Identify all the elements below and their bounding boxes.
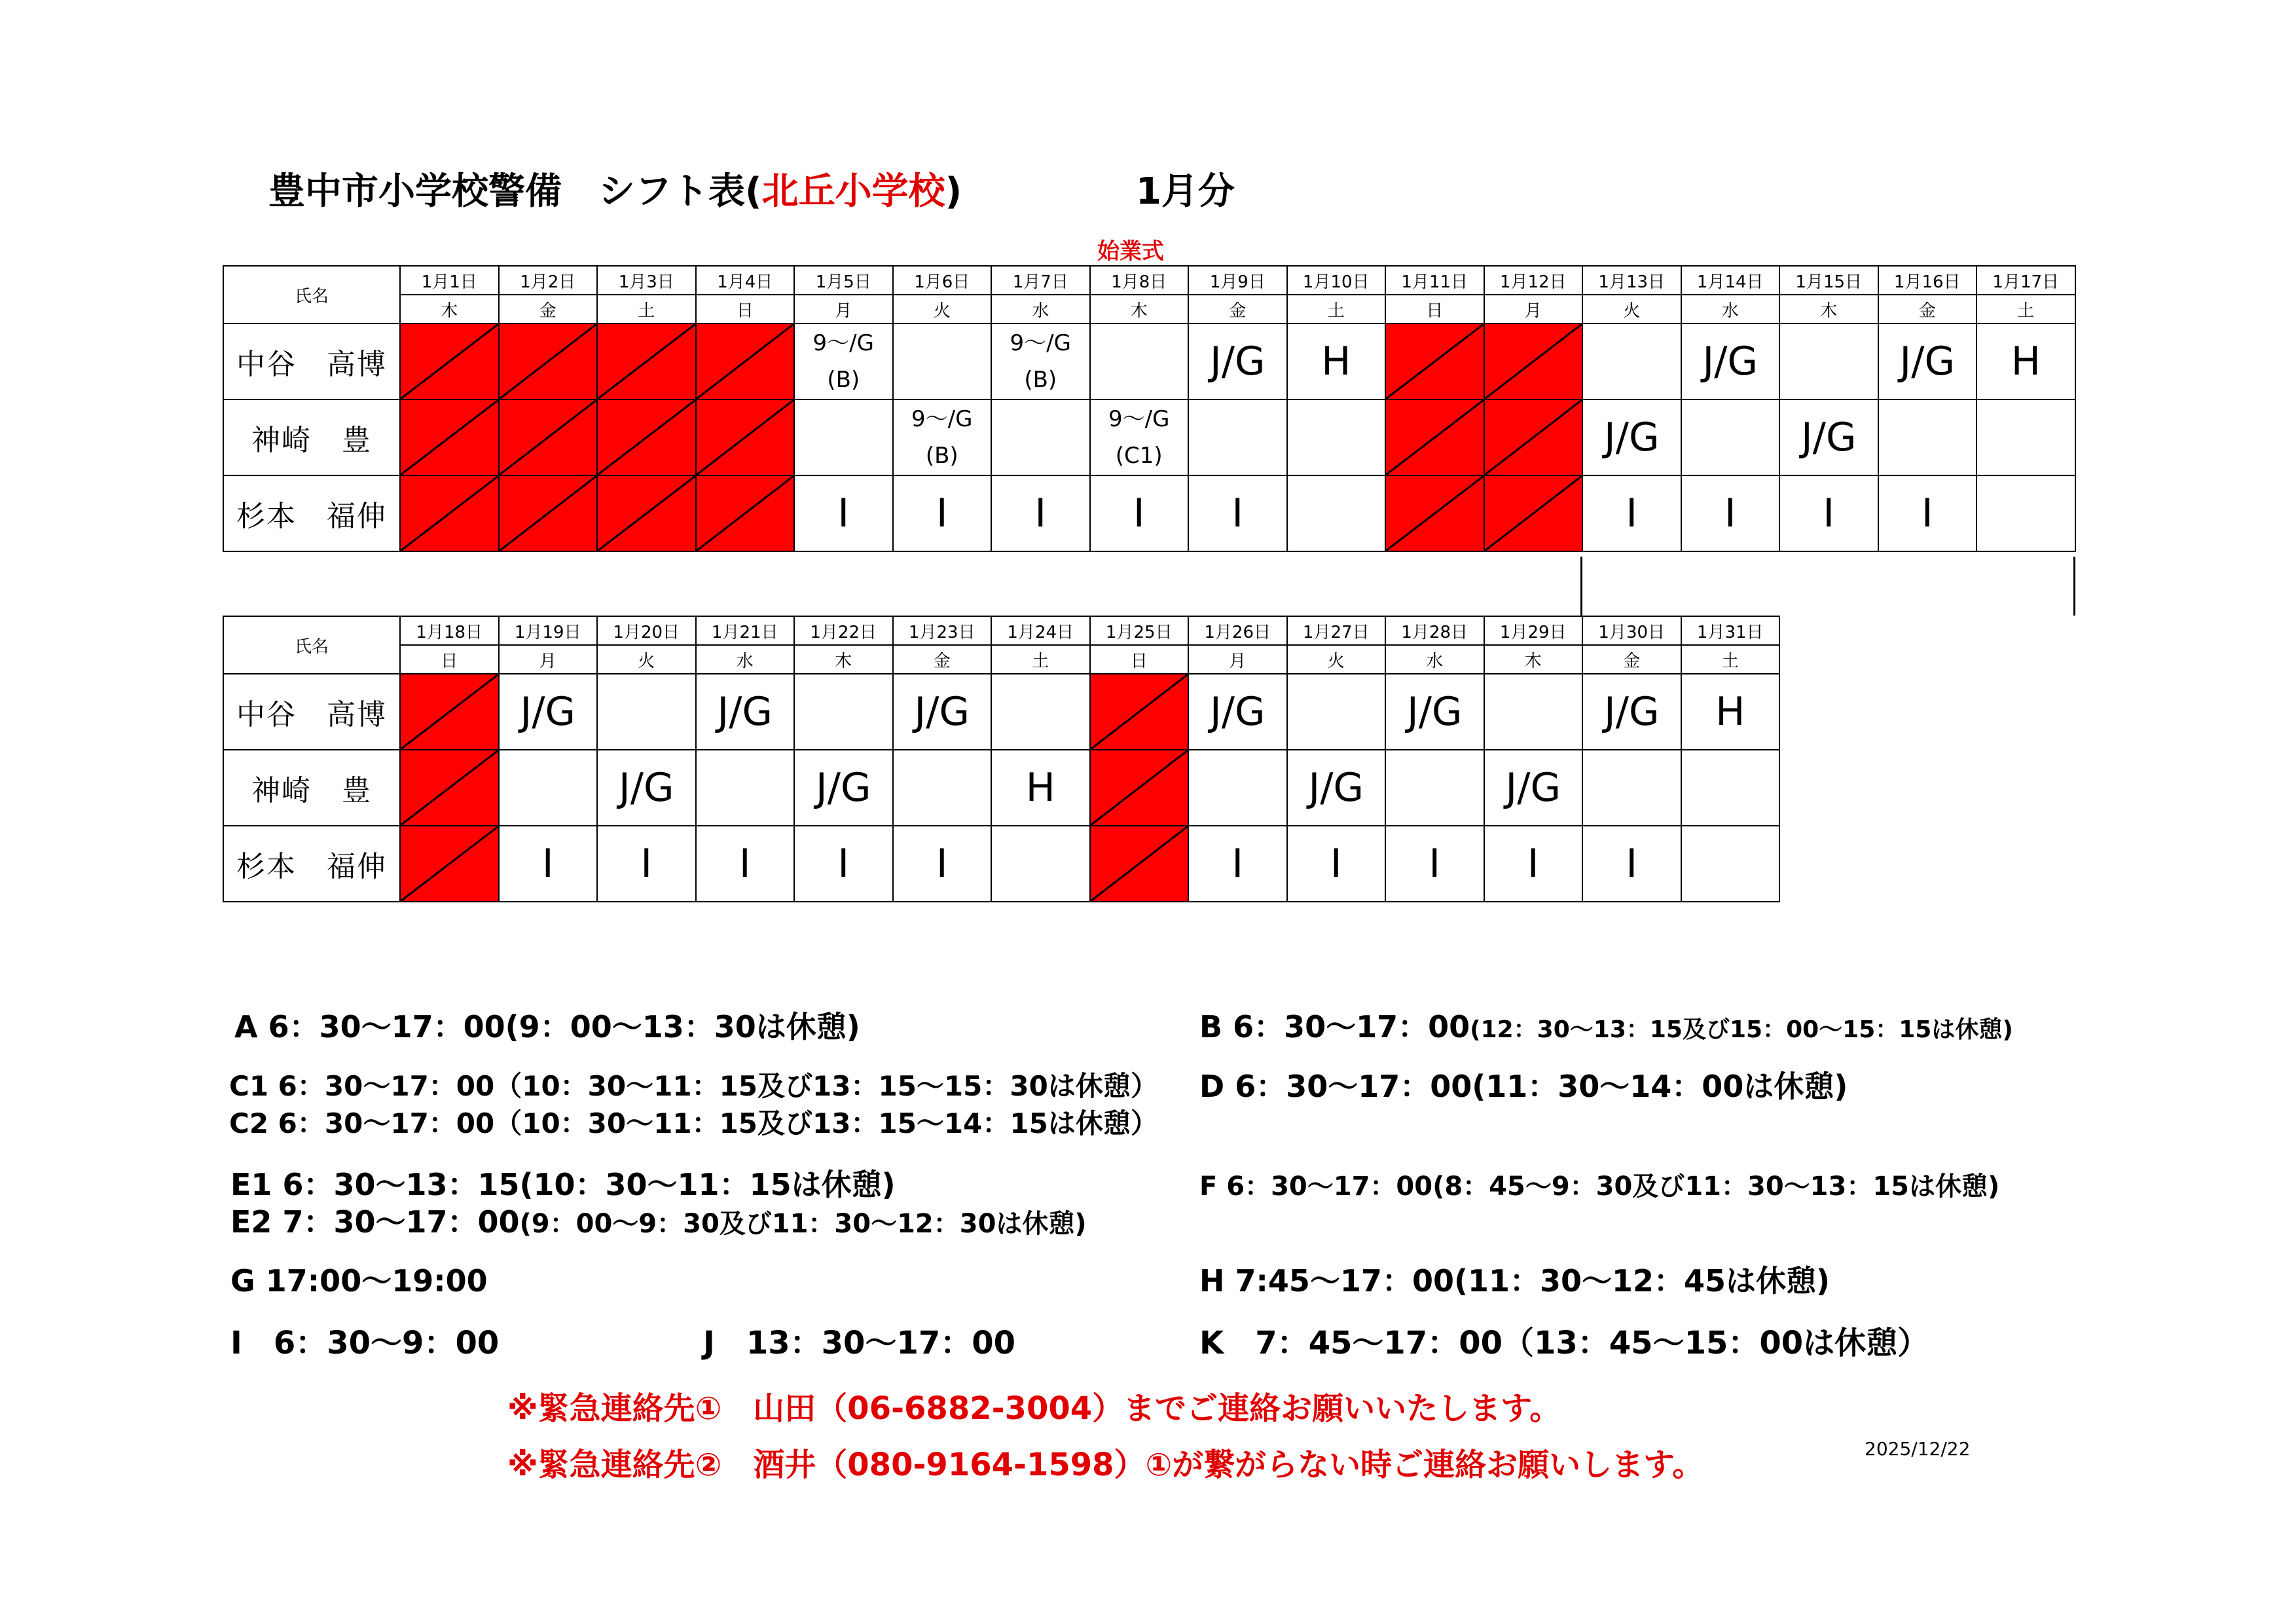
- empty-cell: [1582, 323, 1681, 399]
- date-header: 1月10日: [1287, 266, 1386, 295]
- day-off-cell: [1484, 475, 1583, 551]
- empty-cell: [1484, 674, 1583, 750]
- day-off-cell: [696, 323, 795, 399]
- date-header: 1月25日: [1090, 616, 1189, 645]
- emergency-contact-2: ※緊急連絡先② 酒井（080-9164-1598）①が繋がらない時ご連絡お願いします。: [507, 1447, 1704, 1483]
- empty-cell: [991, 674, 1090, 750]
- shift-cell: J/G: [696, 674, 795, 750]
- date-header: 1月27日: [1287, 616, 1386, 645]
- date-header: 1月13日: [1582, 266, 1681, 295]
- staff-row: [223, 826, 1779, 902]
- shift-cell: J/G: [1878, 323, 1977, 399]
- day-off-cell: [597, 323, 696, 399]
- legend-b-time: B 6：30～17：00: [1199, 1009, 1470, 1044]
- weekday-header: 木: [1090, 295, 1189, 323]
- shift-cell: I: [597, 826, 696, 902]
- staff-name: 神崎 豊: [223, 750, 400, 826]
- date-header: 1月23日: [893, 616, 992, 645]
- staff-row: [223, 323, 2075, 399]
- title-suffix: ): [945, 170, 962, 213]
- date-header: 1月6日: [893, 266, 992, 295]
- shift-cell: J/G: [1681, 323, 1780, 399]
- shift-cell: I: [1779, 475, 1878, 551]
- shift-code-line: (B): [925, 443, 958, 469]
- staff-row: [223, 475, 2075, 551]
- shift-cell: I: [794, 826, 893, 902]
- day-off-cell: [1385, 475, 1484, 551]
- empty-cell: [1681, 750, 1780, 826]
- shift-cell: I: [1681, 475, 1780, 551]
- date-header: 1月17日: [1977, 266, 2075, 295]
- day-off-cell: [499, 475, 598, 551]
- shift-cell: [991, 323, 1090, 399]
- empty-cell: [1188, 399, 1287, 475]
- shift-cell: I: [1484, 826, 1583, 902]
- empty-cell: [893, 750, 992, 826]
- weekday-header: 木: [1779, 295, 1878, 323]
- opening-ceremony-note: 始業式: [1097, 238, 1164, 265]
- weekday-header: 月: [1188, 645, 1287, 674]
- empty-cell: [1779, 323, 1878, 399]
- shift-cell: J/G: [794, 750, 893, 826]
- weekday-header: 火: [1287, 645, 1386, 674]
- weekday-header: 金: [1582, 645, 1681, 674]
- weekday-header: 水: [696, 645, 795, 674]
- date-header: 1月5日: [794, 266, 893, 295]
- shift-cell: J/G: [1582, 399, 1681, 475]
- weekday-header: 月: [1484, 295, 1583, 323]
- weekday-header: 水: [1681, 295, 1780, 323]
- page-title: [268, 162, 1235, 215]
- staff-name: 中谷 高博: [223, 323, 400, 399]
- emergency-contact-1: ※緊急連絡先① 山田（06-6882-3004）までご連絡お願いいたします。: [507, 1390, 1561, 1427]
- day-off-cell: [400, 826, 499, 902]
- shift-cell: I: [696, 826, 795, 902]
- date-header: 1月2日: [499, 266, 598, 295]
- date-header: 1月8日: [1090, 266, 1189, 295]
- day-off-cell: [1484, 399, 1583, 475]
- weekday-header: 土: [1681, 645, 1780, 674]
- shift-cell: J/G: [893, 674, 992, 750]
- shift-code-line: 9～/G: [911, 406, 973, 432]
- weekday-header: 土: [1287, 295, 1386, 323]
- day-off-cell: [597, 475, 696, 551]
- date-header: 1月12日: [1484, 266, 1583, 295]
- legend-a: A 6：30～17：00(9：00～13：30は休憩): [234, 1009, 860, 1044]
- date-header: 1月9日: [1188, 266, 1287, 295]
- shift-cell: [794, 323, 893, 399]
- shift-cell: I: [1188, 475, 1287, 551]
- shift-code-line: 9～/G: [1108, 406, 1170, 432]
- shift-cell: J/G: [1385, 674, 1484, 750]
- staff-name: 神崎 豊: [223, 399, 400, 475]
- legend-h: H 7:45～17：00(11：30～12：45は休憩): [1199, 1263, 1831, 1299]
- empty-cell: [1287, 399, 1386, 475]
- weekday-header: 火: [597, 645, 696, 674]
- shift-cell: I: [1582, 475, 1681, 551]
- empty-cell: [1582, 750, 1681, 826]
- legend-d: D 6：30～17：00(11：30～14：00は休憩): [1199, 1069, 1848, 1104]
- day-off-cell: [696, 399, 795, 475]
- weekday-header: 月: [794, 295, 893, 323]
- shift-cell: H: [1681, 674, 1780, 750]
- date-header: 1月11日: [1385, 266, 1484, 295]
- shift-table-2: [223, 616, 1780, 902]
- shift-cell: I: [893, 826, 992, 902]
- day-off-cell: [1484, 323, 1583, 399]
- weekday-header: 日: [1090, 645, 1189, 674]
- shift-cell: J/G: [597, 750, 696, 826]
- issue-date: 2025/12/22: [1865, 1438, 1971, 1460]
- staff-name: 杉本 福伸: [223, 475, 400, 551]
- table1-right-edge-marker: [2073, 557, 2075, 616]
- legend-e2: [230, 1198, 1087, 1242]
- weekday-header: 土: [1977, 295, 2075, 323]
- weekday-header: 水: [991, 295, 1090, 323]
- school-name: 北丘小学校: [761, 170, 945, 213]
- empty-cell: [1090, 323, 1189, 399]
- day-off-cell: [400, 750, 499, 826]
- weekday-header: 月: [499, 645, 598, 674]
- legend-j: J 13：30～17：00: [703, 1325, 1016, 1361]
- weekday-header: 日: [400, 645, 499, 674]
- empty-cell: [1287, 674, 1386, 750]
- empty-cell: [1681, 826, 1780, 902]
- day-off-cell: [1090, 750, 1189, 826]
- weekday-header: 金: [1878, 295, 1977, 323]
- day-off-cell: [499, 399, 598, 475]
- shift-cell: J/G: [1287, 750, 1386, 826]
- weekday-header: 木: [400, 295, 499, 323]
- date-header: 1月14日: [1681, 266, 1780, 295]
- empty-cell: [1287, 475, 1386, 551]
- legend-b: [1199, 1003, 2013, 1046]
- shift-cell: J/G: [1779, 399, 1878, 475]
- date-header: 1月19日: [499, 616, 598, 645]
- shift-code-line: 9～/G: [1010, 330, 1071, 356]
- empty-cell: [1878, 399, 1977, 475]
- weekday-header: 火: [1582, 295, 1681, 323]
- shift-cell: I: [1878, 475, 1977, 551]
- day-off-cell: [1385, 323, 1484, 399]
- day-off-cell: [400, 399, 499, 475]
- shift-code-line: 9～/G: [812, 330, 874, 356]
- empty-cell: [794, 674, 893, 750]
- shift-cell: I: [1287, 826, 1386, 902]
- date-header: 1月16日: [1878, 266, 1977, 295]
- shift-cell: I: [991, 475, 1090, 551]
- day-off-cell: [400, 323, 499, 399]
- legend-b-note: (12：30～13：15及び15：00～15：15は休憩): [1470, 1016, 2013, 1043]
- legend-g: G 17:00～19:00: [230, 1263, 488, 1299]
- empty-cell: [1385, 750, 1484, 826]
- date-header: 1月31日: [1681, 616, 1780, 645]
- date-header: 1月18日: [400, 616, 499, 645]
- shift-cell: J/G: [1188, 674, 1287, 750]
- empty-cell: [1977, 399, 2075, 475]
- date-header: 1月30日: [1582, 616, 1681, 645]
- staff-row: [223, 399, 2075, 475]
- day-off-cell: [1090, 674, 1189, 750]
- shift-cell: J/G: [1582, 674, 1681, 750]
- legend-f: F 6：30～17：00(8：45～9：30及び11：30～13：15は休憩): [1199, 1172, 2000, 1202]
- empty-cell: [696, 750, 795, 826]
- date-header: 1月26日: [1188, 616, 1287, 645]
- weekday-header: 金: [1188, 295, 1287, 323]
- title-prefix: 豊中市小学校警備 シフト表(: [268, 170, 762, 213]
- date-header: 1月24日: [991, 616, 1090, 645]
- date-header: 1月15日: [1779, 266, 1878, 295]
- shift-cell: H: [1287, 323, 1386, 399]
- date-header: 1月28日: [1385, 616, 1484, 645]
- day-off-cell: [696, 475, 795, 551]
- day-off-cell: [499, 323, 598, 399]
- date-header: 1月20日: [597, 616, 696, 645]
- shift-cell: I: [1582, 826, 1681, 902]
- shift-cell: H: [1977, 323, 2075, 399]
- weekday-header: 金: [893, 645, 992, 674]
- shift-cell: I: [499, 826, 598, 902]
- shift-cell: I: [1385, 826, 1484, 902]
- empty-cell: [1188, 750, 1287, 826]
- weekday-header: 金: [499, 295, 598, 323]
- empty-cell: [1681, 399, 1780, 475]
- legend-i: I 6：30～9：00: [230, 1325, 500, 1361]
- date-header: 1月21日: [696, 616, 795, 645]
- empty-cell: [794, 399, 893, 475]
- day-off-cell: [1385, 399, 1484, 475]
- shift-code-line: (B): [1024, 367, 1057, 393]
- shift-cell: I: [794, 475, 893, 551]
- weekday-header: 日: [696, 295, 795, 323]
- legend-k: K 7：45～17：00（13：45～15：00は休憩）: [1199, 1325, 1929, 1361]
- day-off-cell: [400, 475, 499, 551]
- empty-cell: [499, 750, 598, 826]
- shift-cell: [893, 399, 992, 475]
- shift-cell: J/G: [1484, 750, 1583, 826]
- empty-cell: [1977, 475, 2075, 551]
- weekday-header: 水: [1385, 645, 1484, 674]
- name-header: 氏名: [223, 266, 400, 323]
- weekday-header: 木: [794, 645, 893, 674]
- staff-row: [223, 674, 1779, 750]
- date-header: 1月1日: [400, 266, 499, 295]
- date-header: 1月4日: [696, 266, 795, 295]
- day-off-cell: [400, 674, 499, 750]
- weekday-header: 火: [893, 295, 992, 323]
- name-header: 氏名: [223, 616, 400, 674]
- shift-cell: I: [1090, 475, 1189, 551]
- day-off-cell: [1090, 826, 1189, 902]
- shift-cell: I: [893, 475, 992, 551]
- shift-code-line: (C1): [1115, 443, 1163, 469]
- table1-right-marker: [1580, 557, 1582, 616]
- shift-cell: J/G: [499, 674, 598, 750]
- date-header: 1月3日: [597, 266, 696, 295]
- shift-cell: [1090, 399, 1189, 475]
- shift-table-1: [223, 265, 2076, 552]
- shift-cell: J/G: [1188, 323, 1287, 399]
- date-header: 1月29日: [1484, 616, 1583, 645]
- date-header: 1月7日: [991, 266, 1090, 295]
- legend-e2-note: (9：00～9：30及び11：30～12：30は休憩): [519, 1209, 1087, 1239]
- legend-e2-time: E2 7：30～17：00: [230, 1204, 520, 1240]
- date-header: 1月22日: [794, 616, 893, 645]
- staff-name: 中谷 高博: [223, 674, 400, 750]
- staff-row: [223, 750, 1779, 826]
- shift-cell: I: [1188, 826, 1287, 902]
- legend-c2: C2 6：30～17：00（10：30～11：15及び13：15～14：15は休憩）: [229, 1107, 1158, 1139]
- weekday-header: 日: [1385, 295, 1484, 323]
- empty-cell: [893, 323, 992, 399]
- day-off-cell: [597, 399, 696, 475]
- shift-code-line: (B): [827, 367, 860, 393]
- month-label: 1月分: [1136, 170, 1235, 213]
- empty-cell: [991, 826, 1090, 902]
- weekday-header: 土: [597, 295, 696, 323]
- empty-cell: [991, 399, 1090, 475]
- staff-name: 杉本 福伸: [223, 826, 400, 902]
- empty-cell: [597, 674, 696, 750]
- weekday-header: 土: [991, 645, 1090, 674]
- weekday-header: 木: [1484, 645, 1583, 674]
- shift-cell: H: [991, 750, 1090, 826]
- legend-e1: E1 6：30～13：15(10：30～11：15は休憩): [230, 1167, 896, 1202]
- legend-c1: C1 6：30～17：00（10：30～11：15及び13：15～15：30は休憩）: [229, 1070, 1158, 1102]
